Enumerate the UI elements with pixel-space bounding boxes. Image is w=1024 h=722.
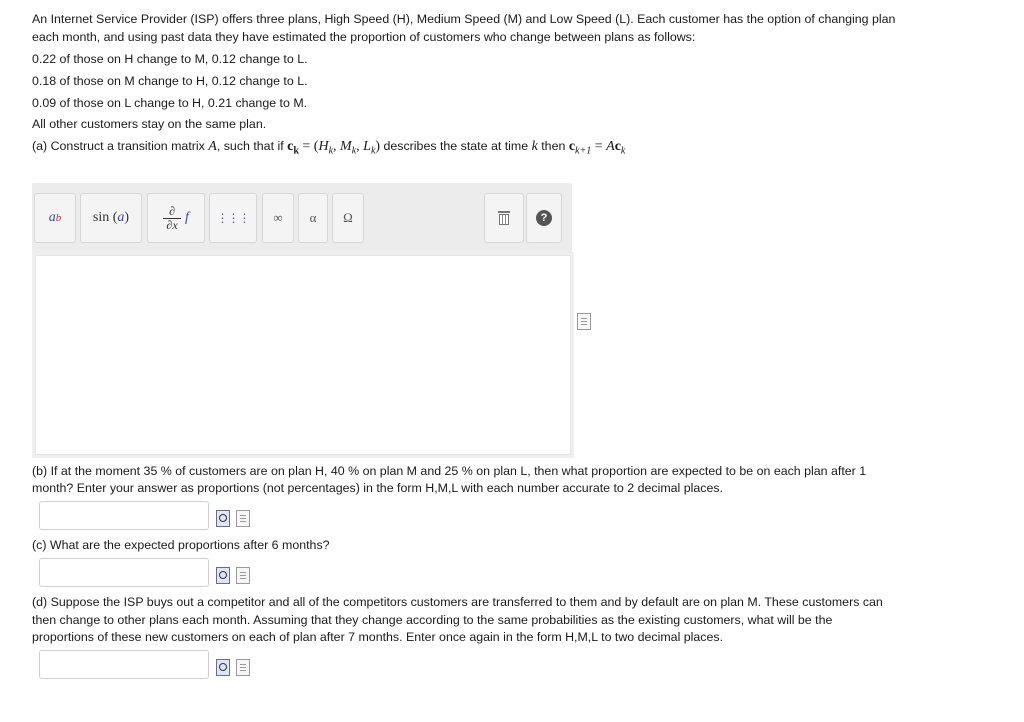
document-icon[interactable] (236, 567, 250, 584)
omega-button[interactable]: Ω (332, 193, 364, 243)
help-icon: ? (536, 210, 552, 226)
preview-icon[interactable] (216, 510, 230, 527)
power-button[interactable]: a b (34, 193, 76, 243)
rule-l: 0.09 of those on L change to H, 0.21 change to M. (32, 96, 308, 110)
trash-icon (498, 211, 510, 225)
document-icon[interactable] (236, 510, 250, 527)
trash-button[interactable] (484, 193, 524, 243)
part-d-line-1: (d) Suppose the ISP buys out a competitor and all of the competitors customers are transferred to them and by default are on plan M. These customers can (32, 595, 883, 609)
preview-icon[interactable] (216, 567, 230, 584)
alpha-button[interactable]: α (298, 193, 328, 243)
matrix-editor[interactable] (35, 255, 571, 455)
intro-line-1: An Internet Service Provider (ISP) offers three plans, High Speed (H), Medium Speed (M) and Low Speed (L). Each customer has the option of changing plan (32, 12, 896, 26)
part-c-answer-input[interactable] (39, 558, 209, 587)
preview-icon[interactable] (216, 659, 230, 676)
math-toolbar (32, 183, 572, 253)
part-d-line-3: proportions of these new customers on each of plan after 7 months. Enter once again in the form H,M,L to two decimal places. (32, 630, 724, 644)
derivative-button[interactable]: ∂ ∂x f (147, 193, 205, 243)
document-icon[interactable] (236, 659, 250, 676)
function-button[interactable]: sin ( a ) (80, 193, 142, 243)
rule-h: 0.22 of those on H change to M, 0.12 change to L. (32, 52, 308, 66)
part-d-answer-input[interactable] (39, 650, 209, 679)
part-b-answer-input[interactable] (39, 501, 209, 530)
part-d-line-2: then change to other plans each month. Assuming that they change according to the same probabilities as the existing customers, what will be the (32, 613, 833, 627)
part-b-line-2: month? Enter your answer as proportions (not percentages) in the form H,M,L with each number accurate to 2 decimal places. (32, 481, 724, 495)
part-a-question: (a) Construct a transition matrix A, such that if $c_k = (H_k$, $M_k$, $L_k$) describes the state at time k then $c_{k+1} = Ac_k$ (32, 139, 626, 157)
document-icon[interactable] (577, 313, 591, 330)
help-button[interactable] (526, 193, 562, 243)
part-b-line-1: (b) If at the moment 35 % of customers are on plan H, 40 % on plan M and 25 % on plan L, then what proportion are expected to be on each plan after 1 (32, 464, 867, 478)
infinity-button[interactable]: ∞ (262, 193, 294, 243)
matrix-button[interactable]: ⋮⋮⋮ (209, 193, 257, 243)
part-c-question: (c) What are the expected proportions after 6 months? (32, 538, 330, 552)
rule-other: All other customers stay on the same plan. (32, 117, 267, 131)
rule-m: 0.18 of those on M change to H, 0.12 change to L. (32, 74, 308, 88)
intro-line-2: each month, and using past data they have estimated the proportion of customers who change between plans as follows: (32, 30, 696, 44)
